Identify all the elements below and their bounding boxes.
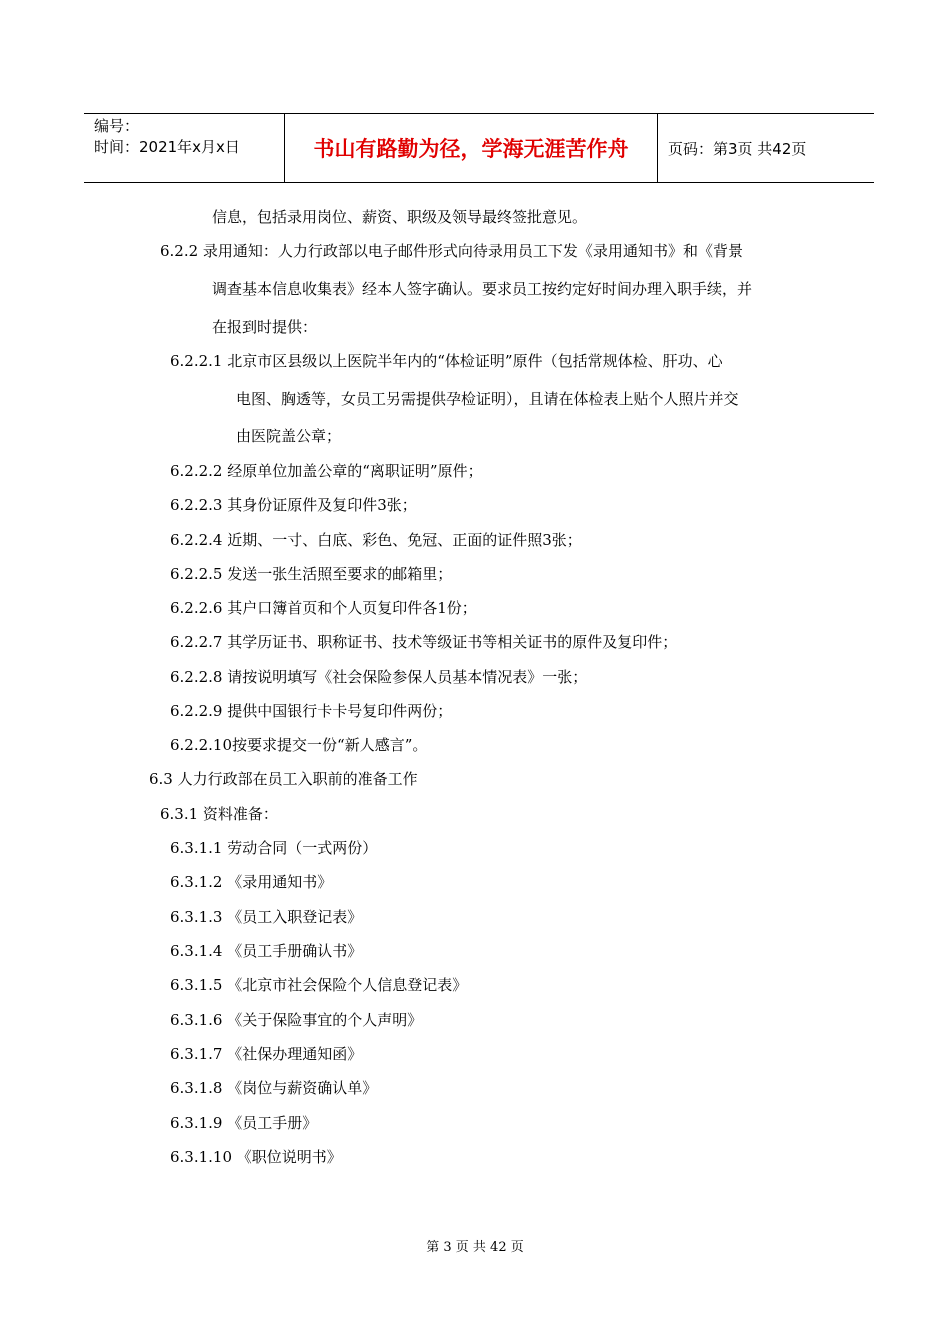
page-header — [84, 113, 874, 183]
body-line: 6.3.1.8 《岗位与薪资确认单》 — [170, 1079, 378, 1097]
body-line: 6.3.1.3 《员工入职登记表》 — [170, 908, 363, 926]
serial-number-label: 编号： — [94, 117, 140, 135]
body-line: 6.2.2.5 发送一张生活照至要求的邮箱里； — [170, 565, 453, 583]
body-line: 电图、胸透等，女员工另需提供孕检证明），且请在体检表上贴个人照片并交 — [236, 390, 739, 408]
body-line: 信息，包括录用岗位、薪资、职级及领导最终签批意见。 — [212, 208, 588, 226]
body-line: 调查基本信息收集表》经本人签字确认。要求员工按约定好时间办理入职手续，并 — [212, 280, 753, 298]
header-meta — [84, 114, 284, 182]
body-line: 6.3.1.1 劳动合同（一式两份） — [170, 839, 378, 857]
body-line: 6.2.2.3 其身份证原件及复印件3张； — [170, 496, 417, 514]
body-line: 6.3.1.9 《员工手册》 — [170, 1114, 318, 1132]
body-line: 6.3.1.4 《员工手册确认书》 — [170, 942, 363, 960]
body-line: 6.3.1.5 《北京市社会保险个人信息登记表》 — [170, 976, 468, 994]
body-line: 6.3.1.10 《职位说明书》 — [170, 1148, 342, 1166]
body-line: 在报到时提供： — [212, 318, 318, 336]
page-footer: 第 3 页 共 42 页 — [426, 1240, 524, 1255]
body-line: 6.2.2.10按要求提交一份“新人感言”。 — [170, 736, 428, 754]
body-line: 6.2.2.7 其学历证书、职称证书、技术等级证书等相关证书的原件及复印件； — [170, 633, 678, 651]
body-line: 6.2.2.1 北京市区县级以上医院半年内的“体检证明”原件（包括常规体检、肝功、心 — [170, 352, 723, 370]
header-motto: 书山有路勤为径，学海无涯苦作舟 — [284, 114, 658, 182]
body-line: 6.3.1.6 《关于保险事宜的个人声明》 — [170, 1011, 423, 1029]
body-line: 6.3.1.7 《社保办理通知函》 — [170, 1045, 363, 1063]
body-line: 6.2.2 录用通知：人力行政部以电子邮件形式向待录用员工下发《录用通知书》和《背景 — [160, 242, 743, 260]
body-line: 6.2.2.4 近期、一寸、白底、彩色、免冠、正面的证件照3张； — [170, 531, 582, 549]
body-line: 6.2.2.9 提供中国银行卡卡号复印件两份； — [170, 702, 453, 720]
header-page-info: 页码：第3页 共42页 — [668, 139, 807, 158]
body-line: 6.3.1.2 《录用通知书》 — [170, 873, 333, 891]
body-line: 6.2.2.2 经原单位加盖公章的“离职证明”原件； — [170, 462, 483, 480]
body-line: 6.2.2.8 请按说明填写《社会保险参保人员基本情况表》一张； — [170, 668, 588, 686]
date-label: 时间：2021年x月x日 — [94, 138, 240, 156]
body-line: 6.2.2.6 其户口簿首页和个人页复印件各1份； — [170, 599, 477, 617]
section-heading: 6.3 人力行政部在员工入职前的准备工作 — [149, 770, 418, 788]
subsection-heading: 6.3.1 资料准备： — [160, 805, 278, 823]
body-line: 由医院盖公章； — [236, 427, 342, 445]
